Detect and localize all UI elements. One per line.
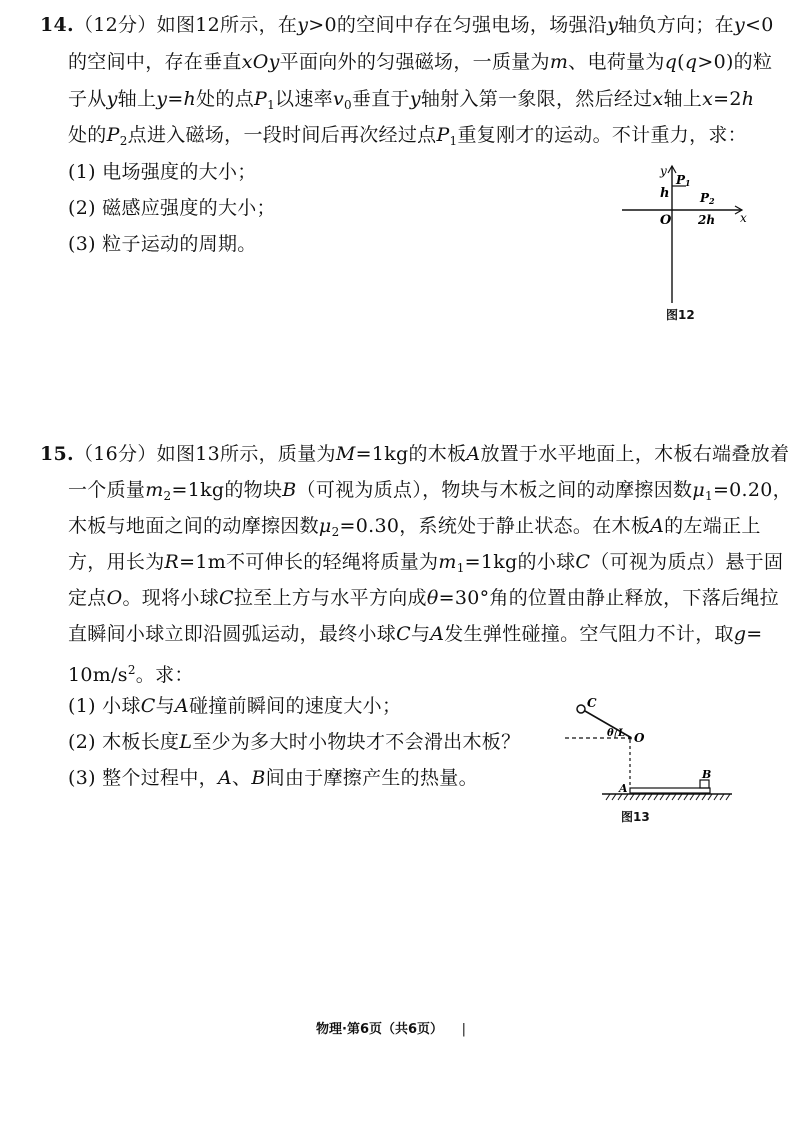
footer-text: 物理·第6页（共6页） (316, 1022, 444, 1037)
ball-c (577, 705, 585, 713)
plank-a (630, 788, 710, 793)
q15-subquestion-2: (2) 木板长度L至少为多大时小物块才不会滑出木板？ (68, 731, 521, 753)
theta-label: θ (607, 728, 614, 739)
q15-line-1: 15.（16分）如图13所示，质量为M=1kg的木板A放置于水平地面上，木板右端叠放着 (40, 443, 790, 465)
q14-subquestion-1: (1) 电场强度的大小； (68, 161, 257, 183)
origin-label: O (660, 213, 672, 228)
b-label: B (702, 768, 712, 781)
a-label: A (619, 782, 628, 795)
q15-number: 15. (40, 443, 74, 465)
q14-subquestion-2: (2) 磁感应强度的大小； (68, 197, 276, 219)
pivot-o (628, 736, 632, 740)
q14-line-3: 子从y轴上y=h处的点$P_1$以速率$v_0$垂直于y轴射入第一象限，然后经过x轴上x=2h (68, 88, 755, 112)
p1-label: P1 (676, 173, 691, 188)
x-axis-label: x (740, 211, 747, 225)
q15-subquestion-1: (1) 小球C与A碰撞前瞬间的速度大小； (68, 695, 402, 717)
q15-subquestion-3: (3) 整个过程中，A、B间由于摩擦产生的热量。 (68, 767, 478, 789)
footer-mark: | (461, 1022, 466, 1037)
block-b (700, 780, 709, 788)
theta-arc (615, 730, 617, 738)
q14-points: （12分） (73, 14, 157, 36)
two-h-label: 2h (698, 213, 716, 227)
q14-line-1: 14.（12分）如图12所示，在y>0的空间中存在匀强电场，场强沿y轴负方向；在y<0 (40, 14, 774, 36)
q14-number: 14. (40, 14, 74, 36)
page-footer (316, 1018, 466, 1037)
q15-line-4: 方，用长为R=1m不可伸长的轻绳将质量为$m_1=1kg$的小球C（可视为质点）悬于固 (68, 551, 784, 575)
figure-12-diagram (610, 158, 760, 308)
q15-line-2: 一个质量$m_2=1kg$的物块B（可视为质点），物块与木板之间的动摩擦因数$\mu_1=0.20$， (68, 479, 792, 503)
q15-line-7: $10m/s^2$。求： (68, 663, 194, 686)
p2-label: P2 (700, 191, 715, 206)
q15-points: （16分） (73, 443, 157, 465)
figure-13-diagram (560, 692, 750, 807)
l-label: L (618, 728, 626, 739)
y-axis-label: y (660, 164, 667, 178)
figure-13-caption: 图13 (621, 810, 650, 824)
figure-12-caption: 图12 (666, 308, 695, 322)
q15-line-6: 直瞬间小球立即沿圆弧运动，最终小球C与A发生弹性碰撞。空气阻力不计，取g= (68, 623, 763, 645)
q14-subquestion-3: (3) 粒子运动的周期。 (68, 233, 257, 255)
c-label: C (587, 696, 597, 710)
q15-line-3: 木板与地面之间的动摩擦因数$\mu_2=0.30$，系统处于静止状态。在木板A的左端正上 (68, 515, 761, 539)
o-label: O (634, 731, 645, 745)
q14-line-2: 的空间中，存在垂直xOy平面向外的匀强磁场，一质量为m、电荷量为q(q>0)的粒 (68, 51, 773, 73)
q14-line-4: 处的$P_2$点进入磁场，一段时间后再次经过点$P_1$重复刚才的运动。不计重力，求： (68, 124, 747, 148)
h-label: h (660, 186, 670, 201)
q15-line-5: 定点O。现将小球C拉至上方与水平方向成θ=30°角的位置由静止释放，下落后绳拉 (68, 587, 779, 609)
